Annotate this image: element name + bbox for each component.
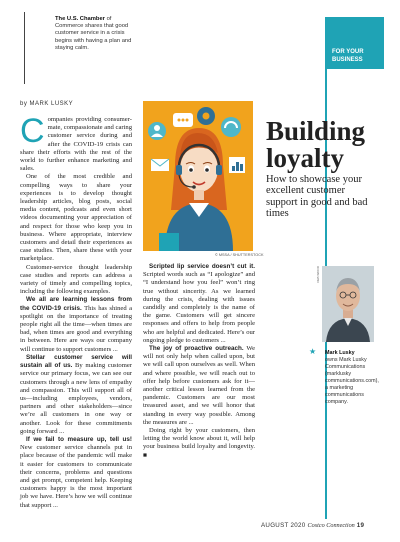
chat-bubble-icon (173, 113, 193, 127)
callout-bold: The U.S. Chamber (55, 16, 105, 22)
end-mark: ■ (143, 451, 147, 459)
illustration (143, 101, 253, 251)
author-name: Mark Lusky (325, 350, 355, 356)
footer-magazine: Costco Connection (307, 522, 355, 529)
paragraph-3: Customer-service thought leadership case studies and reports can address a variety of timely and compelling topics, including the following examples. (20, 263, 132, 296)
star-icon: ★ (309, 347, 317, 356)
headline: Building loyalty (266, 116, 366, 173)
author-bio-text: owns Mark Lusky Communications (marklusky communications.com), a marketing communications company. (325, 357, 379, 405)
paragraph-9: Doing right by your customers, then letting the world know about it, will help your business build loyalty and longevity. (143, 427, 255, 451)
callout-box (24, 12, 135, 84)
paragraph-4-lead: We all are learning lessons from the COVID-19 crisis. (20, 296, 132, 312)
author-photo (322, 266, 374, 342)
gear-icon (197, 107, 215, 125)
illustration-credit: © MSSA / SHUTTERSTOCK (215, 253, 264, 257)
photo-credit: DEB WOOD (316, 266, 320, 283)
dropcap: C (20, 112, 45, 150)
article-column-2 (143, 263, 255, 460)
paragraph-6: New customer service channels put in place because of the pandemic will make it easier for customers to communicate their concerns, problems and questions and get prompt, competent help. Keeping customers happy is the most important job we have. Here’s how we will continue that support ... (20, 444, 132, 509)
callout-text (55, 16, 141, 52)
paragraph-6-lead: If we fail to measure up, tell us! (26, 435, 132, 443)
paragraph-8: We will not only help when called upon, but we will call upon ourselves as well. When and where possible, we will reach out to offer help before customers ask for it—another critical lesson learned from the pandemic. Customers are our most treasured asset, and we will honor that standing in every way possible. Among the measures are ... (143, 345, 256, 426)
paragraph-8-lead: The joy of proactive outreach. (149, 345, 244, 353)
article-column-1 (20, 112, 132, 510)
page-footer (261, 522, 364, 529)
byline: by MARK LUSKY (20, 101, 74, 107)
callout-body: of Commerce shares that good customer service in a crisis begins with having a plan and staying calm. (55, 16, 132, 51)
paragraph-7: Scripted words such as “I apologize” and “I understand how you feel” won’t ring true without sincerity. As we learned during the crisis, dealing with issues candidly and completely is the name of the game. Customers will get sincere responses and offers to help from people who are helpful and dedicated. Here’s our ongoing pledge to customers ... (143, 271, 255, 344)
page-number: 19 (356, 522, 365, 529)
dek: How to showcase your excellent customer support in good and bad times (266, 174, 368, 219)
customer-service-agent-illustration (143, 101, 253, 251)
person-icon (148, 122, 166, 140)
paragraph-4: This has shined a spotlight on the importance of treating people right all the time—when times are bad, when times are good and everything in between. Here are ways our company will continue to support customers ... (20, 304, 132, 353)
footer-issue: AUGUST 2020 (261, 522, 306, 529)
paragraph-5: By making customer service our primary focus, we can see our customers through a new lens of empathy and compassion. This will support all of us—including employees, vendors, partners and other stakeholders—since we’re all customers in one way or another. Look for these commitments going forward ... (20, 362, 132, 435)
chart-icon (229, 157, 245, 173)
paragraph-2: One of the most credible and compelling ways to share your experiences is to develop thought leadership articles, blog posts, social media content, podcasts and even short videos documenting your appreciation of and respect for those who keep you in business. Where appropriate, interview customers and detail their experiences as case studies. Then, share these with your marketplace. (20, 173, 132, 263)
section-tab: FOR YOUR BUSINESS (325, 17, 384, 69)
paragraph-5-lead: Stellar customer service will sustain all of us. (20, 353, 132, 370)
author-portrait (322, 266, 374, 342)
email-icon (151, 159, 169, 171)
paragraph-1: ompanies providing consumer-mate, compassionate and caring customer service during and after the COVID-19 crisis can share their efforts with the rest of the world to further enhance marketing and sales. (20, 116, 132, 173)
headset-icon (221, 117, 241, 137)
author-bio (325, 350, 383, 406)
paragraph-7-lead: Scripted lip service doesn’t cut it. (149, 263, 255, 270)
